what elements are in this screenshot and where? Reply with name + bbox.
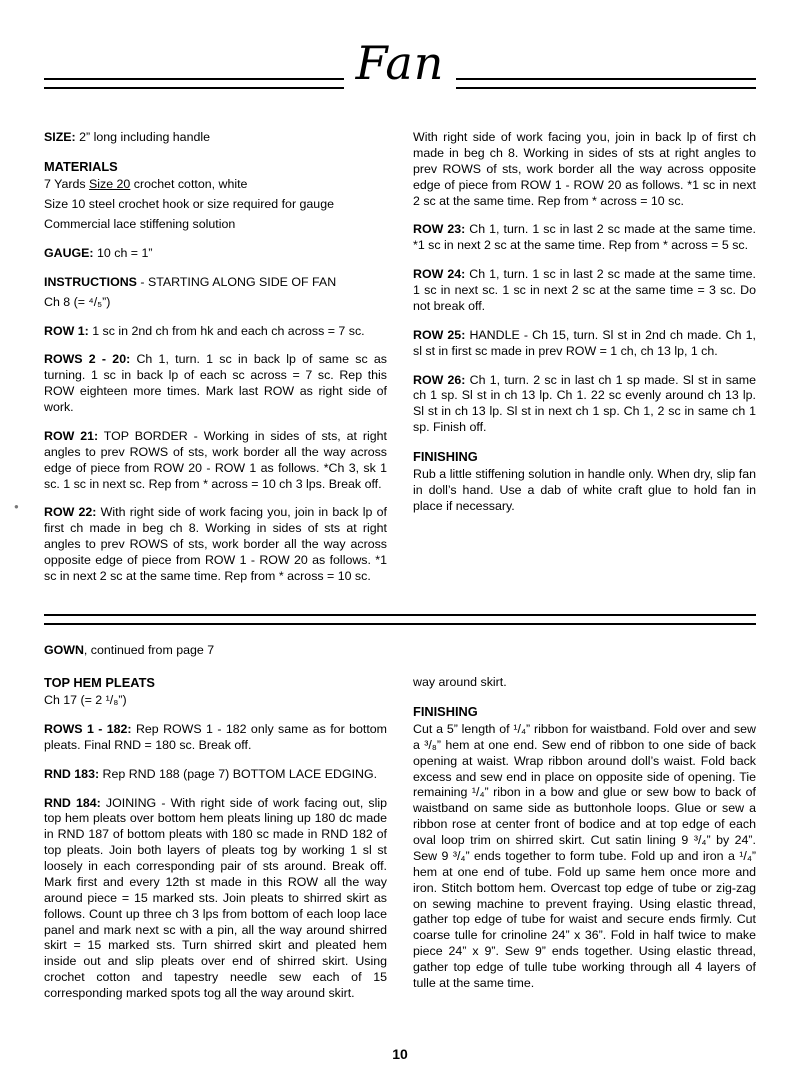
gown-rnd-183-label: RND 183: (44, 766, 100, 781)
gown-right-column (413, 675, 756, 1015)
gown-rows-1-182-text: Rep ROWS 1 - 182 only same as for bottom pleats. Final RND = 180 sc. Break off. (44, 721, 387, 752)
gown-rnd-184-label: RND 184: (44, 795, 101, 810)
fan-instructions-ch: Ch 8 (= ⁴/₅”) (44, 294, 111, 309)
fan-materials-header: MATERIALS (44, 158, 118, 174)
gown-section (44, 675, 756, 1015)
fan-finishing-text: Rub a little stiffening solution in handle only. When dry, slip fan in doll’s hand. Use a dab of white craft glue to hold fan in place if necessary. (413, 467, 756, 514)
fan-gauge-label: GAUGE: (44, 245, 94, 260)
gown-rnd-183-text: Rep RND 188 (page 7) BOTTOM LACE EDGING. (99, 766, 378, 781)
fan-row-26-text: Ch 1, turn. 2 sc in last ch 1 sp made. Sl st in same ch 1 sp. Sl st in ch 13 lp. Ch 1. 22 sc evenly around ch 13 lp. Sl st in ch 13 lp. Sl st in next ch 1 sp. Ch 1, 2 sc in same ch 1 sp. Finish off. (413, 372, 756, 435)
fan-materials-thread-size: Size 20 (89, 177, 131, 192)
fan-rows-2-20-label: ROWS 2 - 20: (44, 352, 131, 367)
fan-row-25 (413, 328, 756, 360)
fan-row-22-text: With right side of work facing you, join in back lp of first ch made in beg ch 8. Working in sides of sts at right angles to prev ROWS of sts, work border all the way across opposite edge of piece from ROW 1 - ROW 20 as follows. *1 sc in next 2 sc at the same time. Rep from * across = 10 sc. (44, 505, 387, 583)
fan-row-26-label: ROW 26: (413, 372, 466, 387)
fan-left-column (44, 130, 387, 598)
fan-row-25-text: HANDLE - Ch 15, turn. Sl st in 2nd ch made. Ch 1, sl st in first sc made in prev ROW = 1 ch, ch 13 lp, 1 ch. (413, 327, 756, 358)
margin-tick: ● (14, 502, 19, 511)
fan-row-22-label: ROW 22: (44, 505, 97, 520)
gown-top-hem-header: TOP HEM PLEATS (44, 674, 155, 690)
fan-row-23-label: ROW 23: (413, 222, 466, 237)
fan-row-1 (44, 324, 387, 340)
fan-row-24-label: ROW 24: (413, 267, 466, 282)
fan-row-24-text: Ch 1, turn. 1 sc in last 2 sc made at the same time. 1 sc in next sc. 1 sc in next 2 sc at the same time = 3 sc. Do not break off. (413, 267, 756, 313)
fan-row-1-label: ROW 1: (44, 323, 89, 338)
fan-gauge (44, 246, 387, 262)
page-title: Fan (355, 36, 445, 90)
fan-right-column (413, 130, 756, 598)
gown-continued-note (44, 643, 756, 659)
fan-row-22-continued: With right side of work facing you, join in back lp of first ch made in beg ch 8. Working in sides of sts at right angles to prev ROWS of sts, work border all the way across opposite edge of piece from ROW 1 - ROW 20 as follows. *1 sc in next 2 sc at the same time. Rep from * across = 10 sc. (413, 130, 756, 208)
fan-finishing-header: FINISHING (413, 449, 478, 464)
fan-title-block (44, 32, 756, 118)
fan-rows-2-20-text: Ch 1, turn. 1 sc in back lp of same sc as turning. 1 sc in back lp of each sc across = 7 sc. Rep this ROW eighteen more times. Mark last ROW as right side of work. (44, 352, 387, 414)
page-number: 10 (392, 1046, 408, 1062)
fan-instructions-heading (44, 275, 387, 291)
gown-finishing-text: Cut a 5” length of ¹/₄” ribbon for waistband. Fold over and sew a ³/₈” hem at one end. Sew end of ribbon to one side of back opening at waist. Wrap ribbon around doll’s waist. Fold back excess and sew end in place on opposite side of opening. Tie remaining ¹/₄” ribon in a bow and glue or sew bow to back of waistband on same side as buttonhole loops. Glue or sew a ribbon rose at center front of bodice and at top edge of each oval loop trim on shirred skirt. Cut satin lining 9 ³/₄” by 24”. Sew 9 ³/₄” ends together to form tube. Fold up and iron a ¹/₄” hem at one end of tube. Fold up same hem once more and iron. Stitch bottom hem. Overcast top edge of tube or zig-zag on sewing machine to prevent fraying. Using elastic thread, gather top edge of tube for waist and secure ends firmly. Cut coarse tulle for crinoline 24” x 36”. Fold in half twice to make piece 24” x 9”. Sew 9” ends together. Using elastic thread, gather top edge of tulle tube working through all 4 layers of tulle at the same time. (413, 721, 756, 990)
fan-instructions-text: - STARTING ALONG SIDE OF FAN (136, 274, 337, 289)
fan-materials-line-1: 7 Yards Size 20 crochet cotton, white (44, 177, 248, 192)
gown-rnd-184-text: JOINING - With right side of work facing out, slip top hem pleats over bottom hem pleats lining up 180 dc made in RND 187 of bottom pleats with 180 sc made in RND 182 of top pleats. Join both layers of pleats tog by working 1 sl st loosely in each corresponding pair of sts around. Break off. Mark first and every 12th st made in this ROW all the way around piece = 15 marked sts. Join pleats to shirred skirt as follows. Count up three ch 3 lps from bottom of each loop lace panel and mark next sc with a pin, all the way around shirred skirt = 15 marked sts. Turn shirred skirt and pleated hem inside out and slip pleats over end of shirred skirt. Using crochet cotton and tapestry needle sew each of 15 corresponding marked spots tog all the way around skirt. (44, 795, 387, 1000)
fan-row-24 (413, 267, 756, 315)
fan-row-25-label: ROW 25: (413, 327, 466, 342)
gown-continued-text: , continued from page 7 (83, 642, 215, 657)
fan-rows-2-20 (44, 352, 387, 416)
fan-size-text: 2” long including handle (75, 130, 211, 144)
fan-row-1-text: 1 sc in 2nd ch from hk and each ch across = 7 sc. (88, 323, 365, 338)
gown-top-hem-ch: Ch 17 (= 2 ¹/₈”) (44, 693, 127, 707)
fan-materials-line-2: Size 10 steel crochet hook or size required for gauge (44, 197, 334, 212)
fan-size (44, 130, 387, 146)
gown-rows-1-182 (44, 722, 387, 754)
gown-label: GOWN (44, 642, 84, 657)
gown-rnd-184 (44, 796, 387, 1002)
gown-left-column (44, 675, 387, 1015)
gown-rows-1-182-label: ROWS 1 - 182: (44, 721, 132, 736)
fan-gauge-text: 10 ch = 1” (93, 245, 153, 260)
gown-rnd-184-continued: way around skirt. (413, 674, 507, 689)
fan-instructions-label: INSTRUCTIONS (44, 274, 137, 289)
fan-section (44, 130, 756, 598)
fan-row-26 (413, 373, 756, 437)
fan-row-23 (413, 222, 756, 254)
document-page (0, 32, 800, 1082)
gown-rnd-183 (44, 767, 387, 783)
gown-finishing-header: FINISHING (413, 703, 478, 719)
fan-row-21 (44, 429, 387, 493)
fan-materials-line-3: Commercial lace stiffening solution (44, 217, 236, 231)
fan-size-label: SIZE: (44, 130, 76, 144)
fan-row-23-text: Ch 1, turn. 1 sc in last 2 sc made at the same time. *1 sc in next 2 sc at the same time. Rep from * across = 5 sc. (413, 222, 756, 253)
section-divider (44, 614, 756, 625)
fan-row-22 (44, 505, 387, 584)
fan-row-21-label: ROW 21: (44, 428, 99, 443)
fan-row-21-text: TOP BORDER - Working in sides of sts, at right angles to prev ROWS of sts, work border all the way across edge of piece from ROW 20 - ROW 1 as follows. *Ch 3, sk 1 sc. 1 sc in next sc. Rep from * across = 10 ch 3 lps. Break off. (44, 428, 387, 491)
